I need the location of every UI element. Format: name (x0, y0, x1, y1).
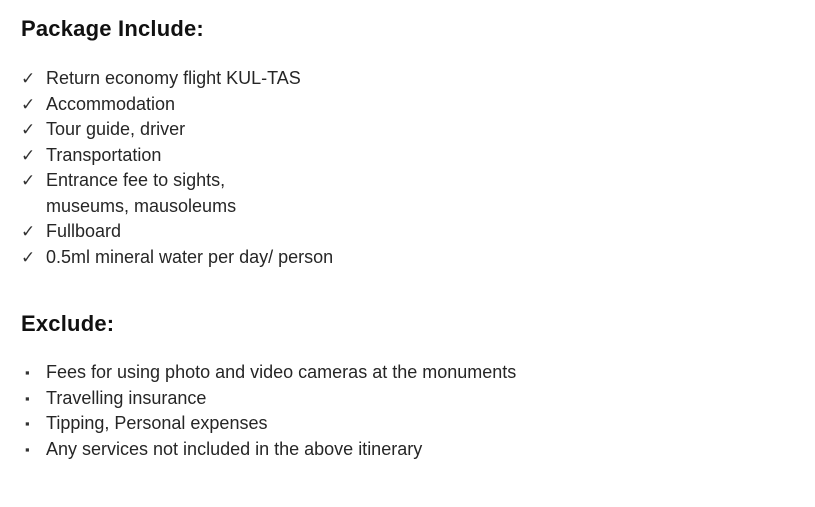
check-icon: ✓ (21, 247, 36, 267)
list-item-text: Tour guide, driver (46, 119, 186, 139)
square-bullet-icon: ▪ (25, 441, 30, 457)
square-bullet-icon: ▪ (25, 390, 30, 406)
list-item-text: Any services not included in the above itinerary (46, 438, 423, 459)
list-item (21, 143, 815, 169)
package-include-list (21, 66, 815, 270)
list-item-text: Fees for using photo and video cameras at the monuments (46, 362, 517, 382)
exclude-heading: Exclude: (21, 311, 115, 336)
exclude-list (21, 360, 815, 462)
list-item-text: Accommodation (46, 93, 176, 114)
list-item (21, 437, 815, 463)
check-icon: ✓ (21, 69, 36, 88)
square-bullet-icon: ▪ (25, 365, 30, 380)
check-icon: ✓ (21, 171, 36, 190)
package-include-heading: Package Include: (21, 16, 204, 41)
list-item (21, 92, 815, 118)
list-item (21, 245, 815, 271)
list-item-text: Fullboard (46, 221, 122, 241)
list-item (21, 386, 815, 412)
list-item (21, 66, 815, 92)
list-item-text: 0.5ml mineral water per day/ person (46, 246, 334, 267)
list-item (21, 168, 815, 194)
list-item-text: Entrance fee to sights, (46, 170, 226, 190)
list-item-text: museums, mausoleums (46, 195, 237, 216)
list-item-continuation (21, 194, 815, 220)
list-item (21, 411, 815, 437)
check-icon: ✓ (21, 94, 36, 114)
check-icon: ✓ (21, 120, 36, 139)
list-item (21, 219, 815, 245)
list-item-text: Return economy flight KUL-TAS (46, 68, 301, 88)
list-item (21, 117, 815, 143)
list-item (21, 360, 815, 386)
list-item-text: Transportation (46, 144, 162, 165)
list-item-text: Tipping, Personal expenses (46, 413, 268, 433)
check-icon: ✓ (21, 222, 36, 241)
list-item-text: Travelling insurance (46, 387, 207, 408)
check-icon: ✓ (21, 145, 36, 165)
square-bullet-icon: ▪ (25, 416, 30, 431)
